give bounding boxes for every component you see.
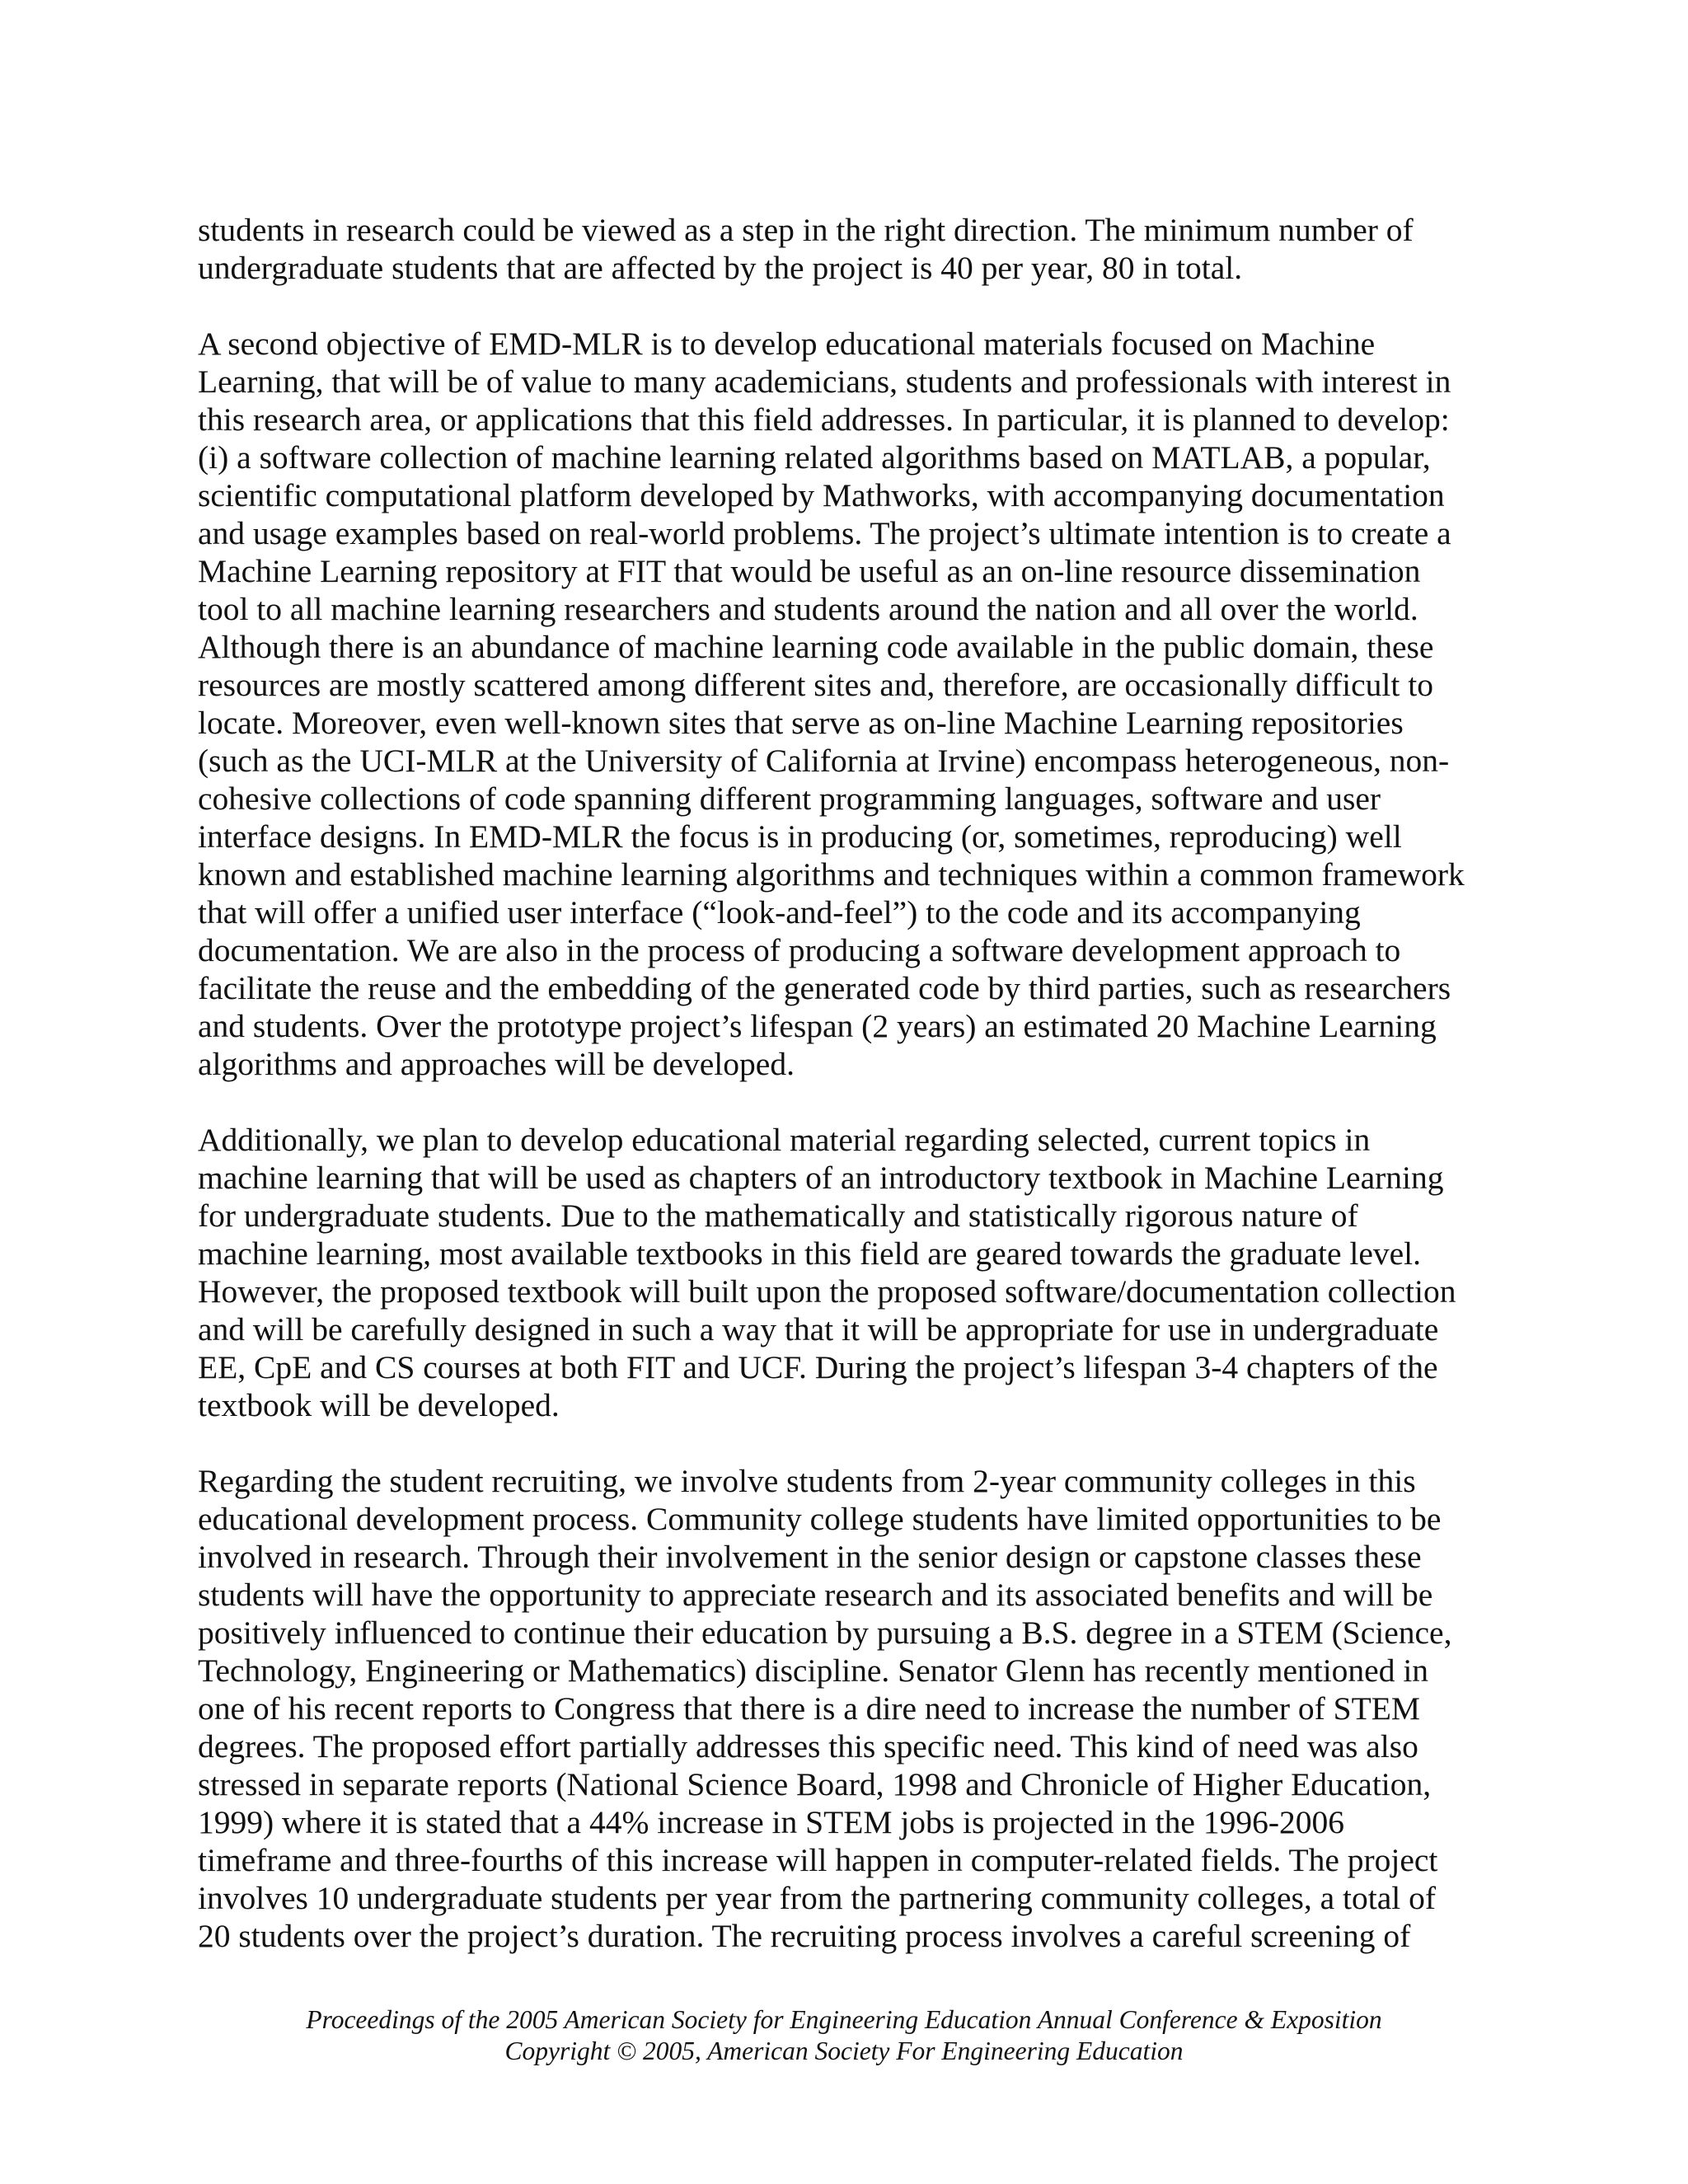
text-line: tool to all machine learning researchers and students around the nation and all over the world. bbox=[198, 591, 1418, 627]
text-line: (i) a software collection of machine learning related algorithms based on MATLAB, a popular, bbox=[198, 439, 1431, 476]
text-line: that will offer a unified user interface (“look-and-feel”) to the code and its accompanying bbox=[198, 894, 1361, 930]
text-line: involves 10 undergraduate students per year from the partnering community colleges, a total of bbox=[198, 1880, 1437, 1916]
text-line: one of his recent reports to Congress that there is a dire need to increase the number of STEM bbox=[198, 1690, 1420, 1727]
text-line: Machine Learning repository at FIT that would be useful as an on-line resource dissemination bbox=[198, 553, 1421, 589]
text-line: Learning, that will be of value to many academicians, students and professionals with interest in bbox=[198, 363, 1451, 400]
text-line: for undergraduate students. Due to the mathematically and statistically rigorous nature of bbox=[198, 1197, 1358, 1234]
text-line: However, the proposed textbook will built upon the proposed software/documentation collection bbox=[198, 1273, 1456, 1310]
footer-proceedings-line: Proceedings of the 2005 American Society for Engineering Education Annual Conference & Exposition bbox=[306, 2005, 1382, 2034]
text-line: Additionally, we plan to develop educational material regarding selected, current topics in bbox=[198, 1122, 1371, 1158]
text-line: Regarding the student recruiting, we involve students from 2-year community colleges in this bbox=[198, 1463, 1416, 1499]
page-footer bbox=[0, 2004, 1688, 2067]
text-line: interface designs. In EMD-MLR the focus is in producing (or, sometimes, reproducing) well bbox=[198, 818, 1402, 855]
text-line: textbook will be developed. bbox=[198, 1387, 560, 1423]
text-line: resources are mostly scattered among different sites and, therefore, are occasionally difficult to bbox=[198, 667, 1433, 703]
text-line: and students. Over the prototype project’s lifespan (2 years) an estimated 20 Machine Learning bbox=[198, 1008, 1437, 1044]
text-line: undergraduate students that are affected by the project is 40 per year, 80 in total. bbox=[198, 250, 1243, 286]
text-line: machine learning, most available textbooks in this field are geared towards the graduate level. bbox=[198, 1235, 1422, 1272]
text-line: 1999) where it is stated that a 44% increase in STEM jobs is projected in the 1996-2006 bbox=[198, 1804, 1344, 1840]
text-line: documentation. We are also in the process of producing a software development approach to bbox=[198, 932, 1401, 968]
text-line: students in research could be viewed as a step in the right direction. The minimum number of bbox=[198, 212, 1414, 248]
text-line: involved in research. Through their involvement in the senior design or capstone classes these bbox=[198, 1539, 1422, 1575]
text-line: A second objective of EMD-MLR is to develop educational materials focused on Machine bbox=[198, 326, 1376, 362]
body-text bbox=[198, 211, 1500, 1993]
text-line: this research area, or applications that this field addresses. In particular, it is planned to develop: bbox=[198, 401, 1450, 438]
footer-copyright-line: Copyright © 2005, American Society For Engineering Education bbox=[504, 2036, 1184, 2065]
text-line: machine learning that will be used as chapters of an introductory textbook in Machine Learning bbox=[198, 1160, 1444, 1196]
body-paragraph bbox=[198, 1462, 1500, 1955]
text-line: (such as the UCI-MLR at the University of California at Irvine) encompass heterogeneous, non- bbox=[198, 743, 1450, 779]
body-paragraph bbox=[198, 1121, 1500, 1424]
text-line: known and established machine learning algorithms and techniques within a common framework bbox=[198, 856, 1465, 893]
body-paragraph bbox=[198, 211, 1500, 287]
text-line: students will have the opportunity to appreciate research and its associated benefits and will be bbox=[198, 1577, 1433, 1613]
body-paragraph bbox=[198, 325, 1500, 1083]
text-line: scientific computational platform developed by Mathworks, with accompanying documentation bbox=[198, 477, 1445, 513]
text-line: and will be carefully designed in such a way that it will be appropriate for use in undergraduate bbox=[198, 1311, 1439, 1347]
text-line: educational development process. Community college students have limited opportunities to be bbox=[198, 1501, 1442, 1537]
text-line: Technology, Engineering or Mathematics) discipline. Senator Glenn has recently mentioned in bbox=[198, 1652, 1429, 1689]
text-line: locate. Moreover, even well-known sites that serve as on-line Machine Learning repositories bbox=[198, 705, 1404, 741]
text-line: cohesive collections of code spanning different programming languages, software and user bbox=[198, 780, 1381, 817]
text-line: and usage examples based on real-world problems. The project’s ultimate intention is to create a bbox=[198, 515, 1451, 551]
text-line: 20 students over the project’s duration. The recruiting process involves a careful screening of bbox=[198, 1918, 1411, 1954]
text-line: timeframe and three-fourths of this increase will happen in computer-related fields. The project bbox=[198, 1842, 1438, 1878]
text-line: facilitate the reuse and the embedding of the generated code by third parties, such as researchers bbox=[198, 970, 1451, 1006]
text-line: EE, CpE and CS courses at both FIT and UCF. During the project’s lifespan 3-4 chapters of the bbox=[198, 1349, 1438, 1385]
text-line: Although there is an abundance of machine learning code available in the public domain, these bbox=[198, 629, 1434, 665]
text-line: degrees. The proposed effort partially addresses this specific need. This kind of need was also bbox=[198, 1728, 1418, 1765]
text-line: algorithms and approaches will be developed. bbox=[198, 1046, 795, 1082]
text-line: stressed in separate reports (National Science Board, 1998 and Chronicle of Higher Education, bbox=[198, 1766, 1432, 1802]
text-line: positively influenced to continue their education by pursuing a B.S. degree in a STEM (Science, bbox=[198, 1615, 1452, 1651]
